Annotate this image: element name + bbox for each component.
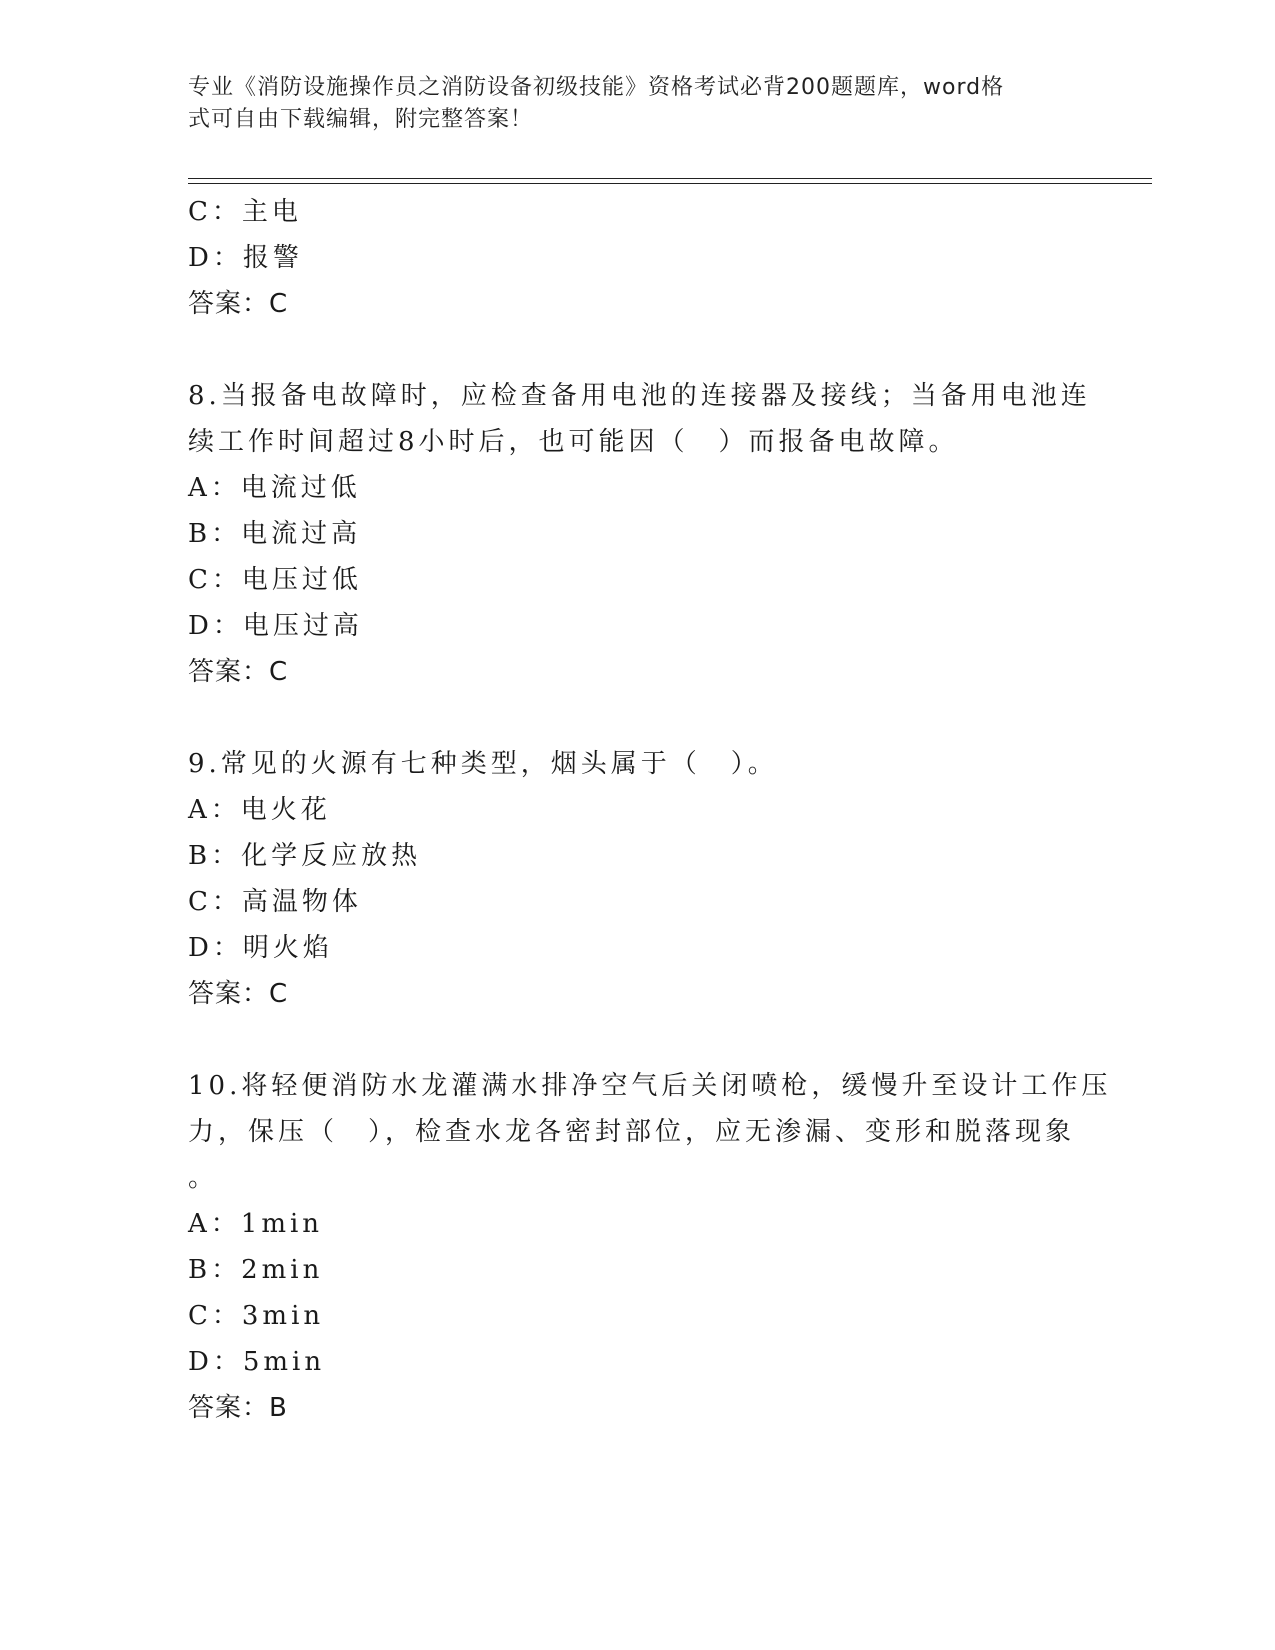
option-a: A：电流过低 xyxy=(188,473,361,503)
option-c: C：3min xyxy=(188,1301,325,1331)
header-line-2: 式可自由下载编辑，附完整答案！ xyxy=(188,107,534,132)
question-9 xyxy=(188,741,1088,1017)
option-c: C：主电 xyxy=(188,197,302,227)
option-d: D：电压过高 xyxy=(188,611,363,641)
spacer xyxy=(188,695,1088,741)
option-d: D：明火焰 xyxy=(188,933,333,963)
question-text: 10.将轻便消防水龙灌满水排净空气后关闭喷枪，缓慢升至设计工作压 xyxy=(188,1071,1112,1101)
answer-line: 答案：C xyxy=(188,979,289,1009)
question-10 xyxy=(188,1063,1112,1431)
answer-line: 答案：C xyxy=(188,657,289,687)
option-d: D：5min xyxy=(188,1347,326,1377)
question-text: 续工作时间超过8小时后，也可能因（ ）而报备电故障。 xyxy=(188,427,959,457)
option-a: A：电火花 xyxy=(188,795,331,825)
option-b: B：化学反应放热 xyxy=(188,841,422,871)
question-text: 力，保压（ ），检查水龙各密封部位，应无渗漏、变形和脱落现象 xyxy=(188,1117,1076,1147)
answer-line: 答案：B xyxy=(188,1393,288,1423)
partial-question xyxy=(188,189,1088,327)
option-a: A：1min xyxy=(188,1209,324,1239)
option-b: B：电流过高 xyxy=(188,519,362,549)
spacer xyxy=(188,327,1088,373)
option-c: C：高温物体 xyxy=(188,887,362,917)
question-text: 8.当报备电故障时，应检查备用电池的连接器及接线；当备用电池连 xyxy=(188,381,1091,411)
question-text: 。 xyxy=(188,1163,219,1193)
option-d: D：报警 xyxy=(188,243,303,273)
answer-line: 答案：C xyxy=(188,289,289,319)
option-c: C：电压过低 xyxy=(188,565,362,595)
question-text: 9.常见的火源有七种类型，烟头属于（ ）。 xyxy=(188,749,778,779)
option-b: B：2min xyxy=(188,1255,324,1285)
header-line-1: 专业《消防设施操作员之消防设备初级技能》资格考试必背200题题库，word格 xyxy=(188,75,1005,100)
question-8 xyxy=(188,373,1091,695)
spacer xyxy=(188,1017,1088,1063)
question-list xyxy=(188,189,1112,1431)
document-header xyxy=(188,72,1068,136)
header-divider-top xyxy=(188,178,1152,179)
header-divider-bottom xyxy=(188,183,1152,184)
